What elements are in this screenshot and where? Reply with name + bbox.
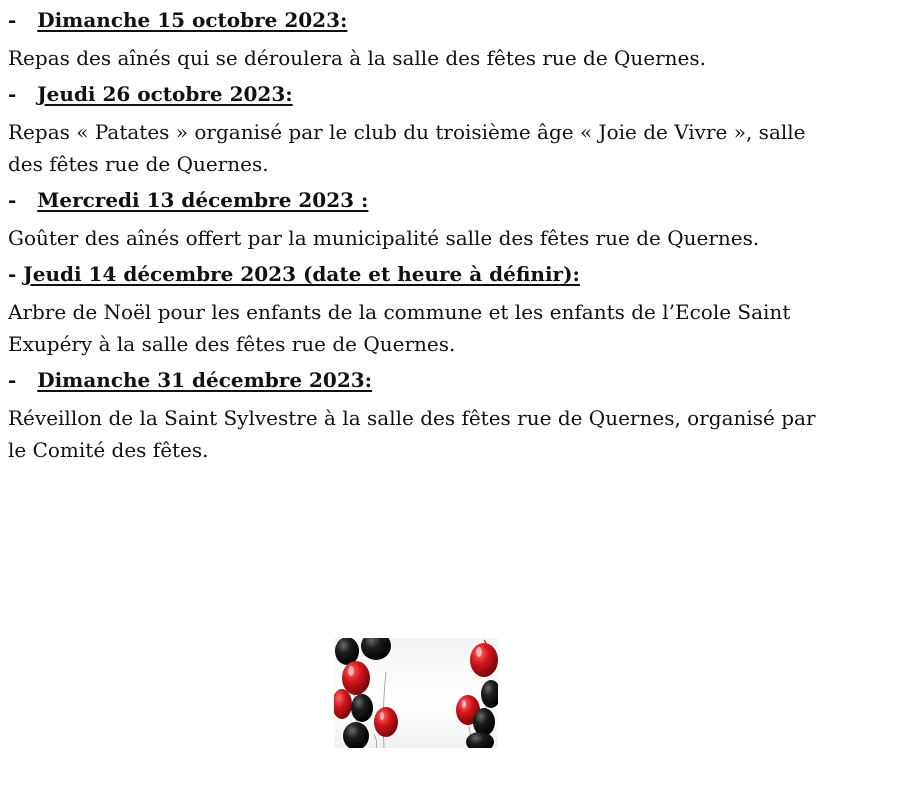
event-heading: [8, 74, 908, 106]
event-heading: [8, 180, 908, 212]
event-date: Jeudi 26 octobre 2023:: [37, 82, 293, 106]
event-description-line: Arbre de Noël pour les enfants de la commune et les enfants de l’Ecole Saint: [8, 300, 791, 324]
events-document: [8, 0, 908, 466]
event-date: Dimanche 31 décembre 2023:: [37, 368, 373, 392]
event-heading: [8, 360, 908, 392]
event-description: Repas des aînés qui se déroulera à la salle des fêtes rue de Quernes.: [8, 46, 707, 70]
event-description-line: Réveillon de la Saint Sylvestre à la salle des fêtes rue de Quernes, organisé par: [8, 406, 816, 430]
event-heading: [8, 254, 908, 286]
event-dash: -: [8, 188, 17, 212]
event-dash: -: [8, 368, 17, 392]
event-dash: -: [8, 82, 17, 106]
event-dash: -: [8, 8, 17, 32]
balloons-image: [334, 638, 498, 748]
event-description-line: des fêtes rue de Quernes.: [8, 152, 269, 176]
event-description-line: Repas « Patates » organisé par le club du troisième âge « Joie de Vivre », salle: [8, 120, 806, 144]
event-dash: -: [8, 262, 17, 286]
event-description: Goûter des aînés offert par la municipalité salle des fêtes rue de Quernes.: [8, 226, 760, 250]
event-heading: [8, 0, 908, 32]
event-description-line: Exupéry à la salle des fêtes rue de Quernes.: [8, 332, 456, 356]
event-date: Dimanche 15 octobre 2023:: [37, 8, 348, 32]
balloons-icon: [334, 638, 498, 748]
event-description-line: le Comité des fêtes.: [8, 438, 209, 462]
event-date: Mercredi 13 décembre 2023 :: [37, 188, 369, 212]
event-date: Jeudi 14 décembre 2023 (date et heure à définir):: [23, 262, 580, 286]
